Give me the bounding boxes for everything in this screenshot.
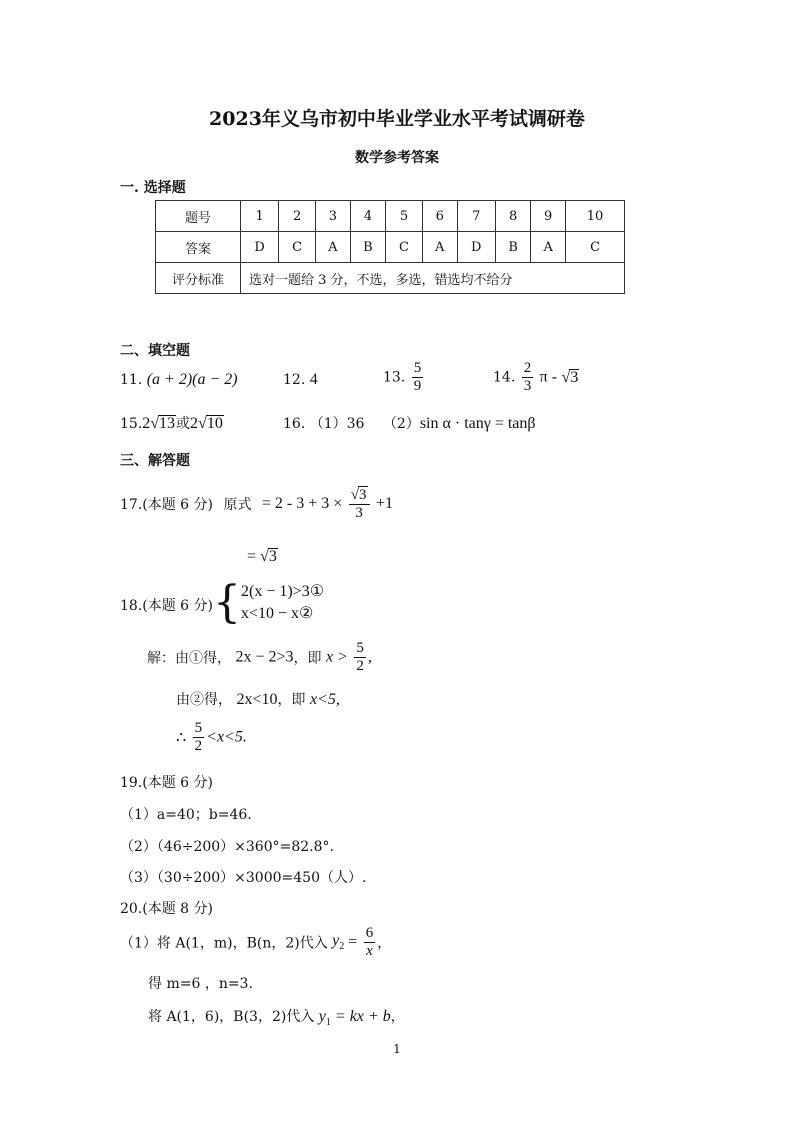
q16-part2: （2）: [382, 416, 420, 432]
section1-heading: 一. 选择题: [120, 180, 186, 196]
q19-part2: （2）（46÷200）×360°=82.8°.: [120, 839, 334, 855]
q20-line1: [120, 925, 391, 960]
q17-eq: =: [247, 548, 257, 565]
q13-number: 13.: [383, 369, 406, 386]
table-row: [156, 201, 625, 232]
q17-result: = √3: [247, 548, 277, 565]
table-cell: 2: [279, 201, 316, 232]
row-label-answer: 答案: [156, 232, 241, 263]
q20-line1-num: 6: [365, 925, 374, 941]
q12: [283, 371, 318, 389]
page-number: 1: [393, 1042, 401, 1056]
q20-line3-y: $y_1$: [318, 1008, 331, 1029]
table-cell: 4: [350, 201, 385, 232]
q18-sol-c-den: 2: [194, 738, 203, 754]
q17-label: 17.(本题 6 分): [120, 497, 213, 513]
table-cell: 3: [315, 201, 350, 232]
q20-line1-eq: =: [344, 933, 358, 951]
q18-sol-b-mid: ，即: [277, 692, 306, 708]
q18-solution-c: [176, 720, 247, 755]
q18-sol-b-res: x<5,: [309, 691, 340, 708]
q15-or: 或: [176, 416, 191, 432]
section3-heading: 三、解答题: [120, 453, 190, 469]
q18-sol-a-x: x >: [325, 648, 348, 666]
q11-number: 11.: [120, 372, 143, 388]
q12-answer: 4: [309, 371, 318, 388]
table-cell: C: [386, 232, 423, 263]
q11-answer: (a + 2)(a − 2): [146, 371, 238, 388]
table-cell: B: [350, 232, 385, 263]
q18-sol-a-mid: ，即: [293, 650, 322, 667]
table-cell: D: [457, 232, 495, 263]
q19-part3: （3）（30÷200）×3000=450（人）.: [120, 870, 367, 886]
section2-heading: 二、填空题: [120, 343, 190, 359]
q17: [120, 486, 393, 522]
q18: [120, 577, 325, 628]
q17-expr-a: = 2 - 3 + 3 ×: [261, 495, 343, 512]
q18-sol-a-text: 解：由①得，: [147, 650, 231, 667]
q15: 15.2√13或2√10: [120, 415, 223, 432]
q12-number: 12.: [283, 372, 306, 388]
q17-fraction: $\frac{√3}{3}$: [349, 486, 370, 522]
brace-icon: {: [213, 577, 241, 628]
q14-fraction: [522, 360, 534, 395]
row-label-number: 题号: [156, 201, 241, 232]
q20-line1-den: x: [366, 943, 373, 959]
table-cell: A: [422, 232, 457, 263]
q17-frac-den: 3: [355, 505, 363, 521]
q18-sol-a-fraction: [354, 640, 366, 675]
q15-root-b: 10: [206, 415, 223, 432]
q20-line1-y: $y_2$: [332, 932, 345, 953]
q15-coef-a: 2: [142, 415, 151, 432]
q15-root-a: 13: [159, 415, 176, 432]
q14: 14. $\frac{2}{3}$ π - √3: [493, 360, 579, 394]
q16-number: 16.: [283, 416, 306, 432]
table-cell: C: [566, 232, 625, 263]
q20-line3-expr: = kx + b: [330, 1008, 391, 1025]
q18-solution-a: [147, 640, 372, 675]
q18-sol-b-text: 由②得，: [176, 692, 232, 708]
q17-result-root: 3: [268, 548, 277, 565]
q20-line3: [148, 1006, 405, 1028]
q18-sol-b-math: 2x<10: [236, 691, 278, 708]
row-label-standard: 评分标准: [156, 263, 241, 294]
table-cell: 1: [241, 201, 279, 232]
q20-line3-end: ，: [390, 1009, 405, 1025]
q19-part1: （1）a=40；b=46.: [120, 807, 252, 823]
q18-sol-c-num: 5: [194, 720, 203, 736]
answer-table: [155, 200, 625, 294]
q14-root: 3: [570, 368, 579, 386]
q17-expr-b: +1: [375, 495, 393, 512]
q20-label: 20.(本题 8 分): [120, 901, 213, 917]
q20-line1-end: ，: [377, 935, 392, 952]
table-cell: 9: [531, 201, 566, 232]
q18-sol-a-math: 2x − 2>3: [235, 648, 294, 666]
q13: [383, 360, 425, 395]
scoring-standard: 选对一题给 3 分，不选，多选，错选均不给分: [241, 263, 625, 294]
q16-expression: sin α · tanγ = tanβ: [419, 415, 536, 432]
q18-label: 18.(本题 6 分): [120, 598, 213, 614]
q19-label: 19.(本题 6 分): [120, 775, 213, 791]
q16: [283, 413, 536, 433]
q18-system: [241, 581, 324, 625]
q15-number: 15.: [120, 416, 143, 432]
q20-line3-text: 将 A(1，6)，B(3，2)代入: [148, 1009, 315, 1025]
table-cell: 7: [457, 201, 495, 232]
table-cell: 8: [495, 201, 530, 232]
q18-solution-b: [176, 689, 340, 709]
q18-ineq2: x<10 − x②: [241, 605, 314, 622]
table-cell: C: [279, 232, 316, 263]
table-row: [156, 263, 625, 294]
q17-yuanshi: 原式: [223, 497, 252, 513]
q18-sol-a-den: 2: [356, 658, 364, 674]
page-subtitle: 数学参考答案: [355, 150, 439, 166]
table-row: [156, 232, 625, 263]
q13-numerator: 5: [413, 360, 422, 376]
table-cell: 5: [386, 201, 423, 232]
q15-coef-b: 2: [190, 415, 199, 432]
table-cell: D: [241, 232, 279, 263]
table-cell: 10: [566, 201, 625, 232]
q11: [120, 371, 238, 389]
q20-line2: 得 m=6 ，n=3.: [148, 976, 253, 992]
q14-pi: π -: [539, 368, 558, 386]
q20-line1-text: （1）将 A(1，m)，B(n，2)代入: [120, 935, 328, 952]
table-cell: A: [531, 232, 566, 263]
q14-numerator: 2: [523, 360, 532, 376]
table-cell: 6: [422, 201, 457, 232]
q17-frac-root: 3: [359, 487, 367, 503]
therefore-icon: ∴: [176, 729, 187, 747]
q14-number: 14.: [493, 369, 516, 386]
q18-sol-c-res: <x<5.: [206, 728, 247, 746]
q18-sol-a-end: ,: [367, 648, 372, 666]
q18-sol-c-fraction: [193, 720, 205, 755]
q18-sol-a-num: 5: [356, 640, 364, 656]
q13-fraction: [412, 360, 424, 395]
page-title: 2023年义乌市初中毕业学业水平考试调研卷: [209, 108, 585, 130]
q16-part1: （1）36: [309, 416, 365, 432]
q13-denominator: 9: [413, 378, 422, 394]
q20-line1-fraction: [364, 925, 376, 960]
q14-denominator: 3: [523, 378, 532, 394]
table-cell: B: [495, 232, 530, 263]
q18-ineq1: 2(x − 1)>3①: [241, 583, 325, 600]
table-cell: A: [315, 232, 350, 263]
